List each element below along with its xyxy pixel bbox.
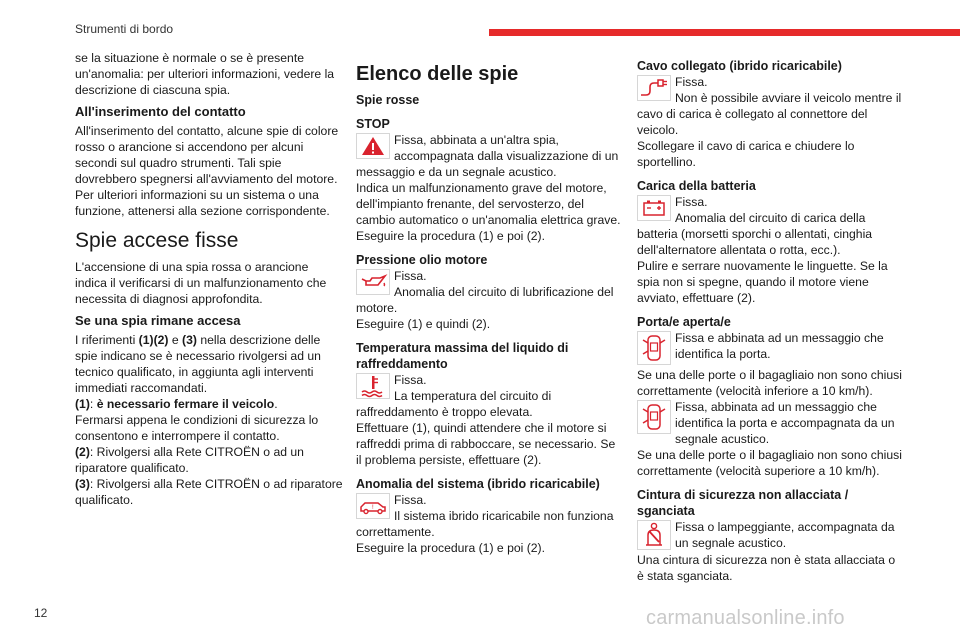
- item-title: Anomalia del sistema (ibrido ricaricabile): [356, 477, 600, 491]
- refs-bold-2: (3): [182, 333, 197, 347]
- item-title: Temperatura massima del liquido di raffreddamento: [356, 341, 569, 371]
- column-3: [637, 50, 905, 584]
- refs-post: nella descrizione delle spie indicano se è necessario rivolgersi ad un tecnico qualificato, in aggiunta agli interventi immediati raccomandati.: [75, 333, 321, 395]
- warning-item-stop: [356, 116, 622, 244]
- item-text-2: Anomalia del circuito di lubrificazione del motore.: [356, 285, 614, 315]
- svg-text:!: !: [372, 505, 374, 511]
- item-text: Fissa, abbinata a un'altra spia, accompagnata dalla visualizzazione di un messaggio e da un segnale acustico.: [356, 133, 619, 179]
- item-text-5: Se una delle porte o il bagagliaio non sono chiusi correttamente (velocità superiore a 10 km/h).: [637, 448, 902, 478]
- ref-3-line: [75, 476, 343, 508]
- oil-pressure-icon: [356, 269, 390, 295]
- fixed-lights-text: L'accensione di una spia rossa o arancione indica il verificarsi di un malfunzionamento che necessita di diagnosi approfondita.: [75, 260, 327, 306]
- item-text-3: Scollegare il cavo di carica e chiudere lo sportellino.: [637, 139, 855, 169]
- item-title: Carica della batteria: [637, 179, 756, 193]
- fixed-lights-heading: Spie accese fisse: [75, 229, 239, 252]
- warning-item-door-open: [637, 314, 905, 479]
- column-2: [356, 56, 622, 556]
- ref-1-after: .: [274, 397, 278, 411]
- hybrid-system-fault-icon: [356, 493, 390, 519]
- item-text-2: Il sistema ibrido ricaricabile non funziona correttamente.: [356, 509, 614, 539]
- ref-1-text: Fermarsi appena le condizioni di sicurezza lo consentono e interrompere il contatto.: [75, 413, 319, 443]
- warning-item-hybrid-system: [356, 476, 622, 556]
- ref-3-text: : Rivolgersi alla Rete CITROËN o ad riparatore qualificato.: [75, 477, 343, 507]
- page-number: 12: [34, 606, 48, 620]
- refs-mid: e: [168, 333, 183, 347]
- item-text: Fissa.: [394, 373, 427, 387]
- item-text-3: Una cintura di sicurezza non è stata allacciata o è stata sganciata.: [637, 553, 896, 583]
- item-text: Fissa.: [675, 75, 708, 89]
- item-title: Pressione olio motore: [356, 253, 488, 267]
- item-text-2: Anomalia del circuito di carica della batteria (morsetti sporchi o allentati, cinghia dell'alternatore allentata o rotta, ecc.).: [637, 211, 873, 257]
- item-title: Cintura di sicurezza non allacciata / sganciata: [637, 488, 849, 518]
- item-text: Fissa.: [394, 493, 427, 507]
- item-text-2: La temperatura del circuito di raffreddamento è troppo elevata.: [356, 389, 552, 419]
- references-text: [75, 332, 343, 396]
- ignition-heading: All'inserimento del contatto: [75, 104, 246, 119]
- item-text-3: Se una delle porte o il bagagliaio non sono chiusi correttamente (velocità inferiore a 10 km/h).: [637, 368, 902, 398]
- warning-item-oil-pressure: [356, 252, 622, 332]
- item-text-3: Pulire e serrare nuovamente le linguette. Se la spia non si spegne, quando il motore viene avviato, effettuare (2).: [637, 259, 888, 305]
- ref-2-text: : Rivolgersi alla Rete CITROËN o ad un riparatore qualificato.: [75, 445, 304, 475]
- ref-1-sep: :: [89, 397, 97, 411]
- ref-3-label: (3): [75, 477, 90, 491]
- item-text-3: Eseguire la procedura (1) e poi (2).: [356, 229, 546, 243]
- seatbelt-icon: [637, 520, 671, 550]
- red-lights-heading: Spie rosse: [356, 93, 420, 107]
- coolant-temperature-icon: [356, 373, 390, 399]
- item-title: STOP: [356, 117, 390, 131]
- column-1: [75, 50, 343, 508]
- ref-1-line: [75, 396, 343, 412]
- watermark: carmanualsonline.info: [646, 607, 845, 629]
- running-header: Strumenti di bordo: [75, 22, 174, 36]
- item-text-3: Effettuare (1), quindi attendere che il motore si raffreddi prima di rabboccare, se necessario. Se il problema persiste, effettuare (2).: [356, 421, 616, 467]
- door-open-icon: [637, 331, 671, 365]
- item-title: Cavo collegato (ibrido ricaricabile): [637, 59, 842, 73]
- ref-1-bold: è necessario fermare il veicolo: [96, 397, 275, 411]
- warning-item-coolant: [356, 340, 622, 468]
- item-text-2: Indica un malfunzionamento grave del motore, dell'impianto frenante, del servosterzo, del cambio automatico o un'anomalia elettrica grave.: [356, 181, 621, 227]
- header-accent-bar: [489, 29, 960, 36]
- ignition-text: All'inserimento del contatto, alcune spie di colore rosso o arancione si accendono per alcuni secondi sul quadro strumenti. Tali spie dovrebbero spegnersi all'avviamento del motore. Per ulteriori informazioni su un sistema o una funzione, attenersi alla sezione corrispondente.: [75, 124, 339, 218]
- battery-icon: [637, 195, 671, 221]
- item-text-2: Non è possibile avviare il veicolo mentre il cavo di carica è collegato al connettore del veicolo.: [637, 91, 902, 137]
- item-text-3: Eseguire (1) e quindi (2).: [356, 317, 491, 331]
- item-title: Porta/e aperta/e: [637, 315, 731, 329]
- refs-pre: I riferimenti: [75, 333, 139, 347]
- charging-cable-icon: [637, 75, 671, 101]
- refs-bold-1: (1)(2): [138, 333, 169, 347]
- list-heading: Elenco delle spie: [356, 63, 519, 85]
- warning-item-battery: [637, 178, 905, 306]
- warning-item-charging-cable: [637, 58, 905, 170]
- item-text: Fissa o lampeggiante, accompagnata da un segnale acustico.: [675, 520, 895, 550]
- ref-2-label: (2): [75, 445, 90, 459]
- stays-on-heading: Se una spia rimane accesa: [75, 313, 241, 328]
- ref-2-line: [75, 444, 343, 476]
- intro-text: se la situazione è normale o se è presente un'anomalia: per ulteriori informazioni, vedere la descrizione di ciascuna spia.: [75, 51, 335, 97]
- item-text-3: Eseguire la procedura (1) e poi (2).: [356, 541, 546, 555]
- stop-warning-icon: [356, 133, 390, 159]
- item-text: Fissa.: [394, 269, 427, 283]
- door-open-icon: [637, 400, 671, 434]
- ref-1-label: (1): [75, 397, 90, 411]
- warning-item-seatbelt: [637, 487, 905, 584]
- item-text: Fissa.: [675, 195, 708, 209]
- item-text-4: Fissa, abbinata ad un messaggio che identifica la porta e accompagnata da un segnale acustico.: [675, 400, 895, 446]
- item-text: Fissa e abbinata ad un messaggio che identifica la porta.: [675, 331, 884, 361]
